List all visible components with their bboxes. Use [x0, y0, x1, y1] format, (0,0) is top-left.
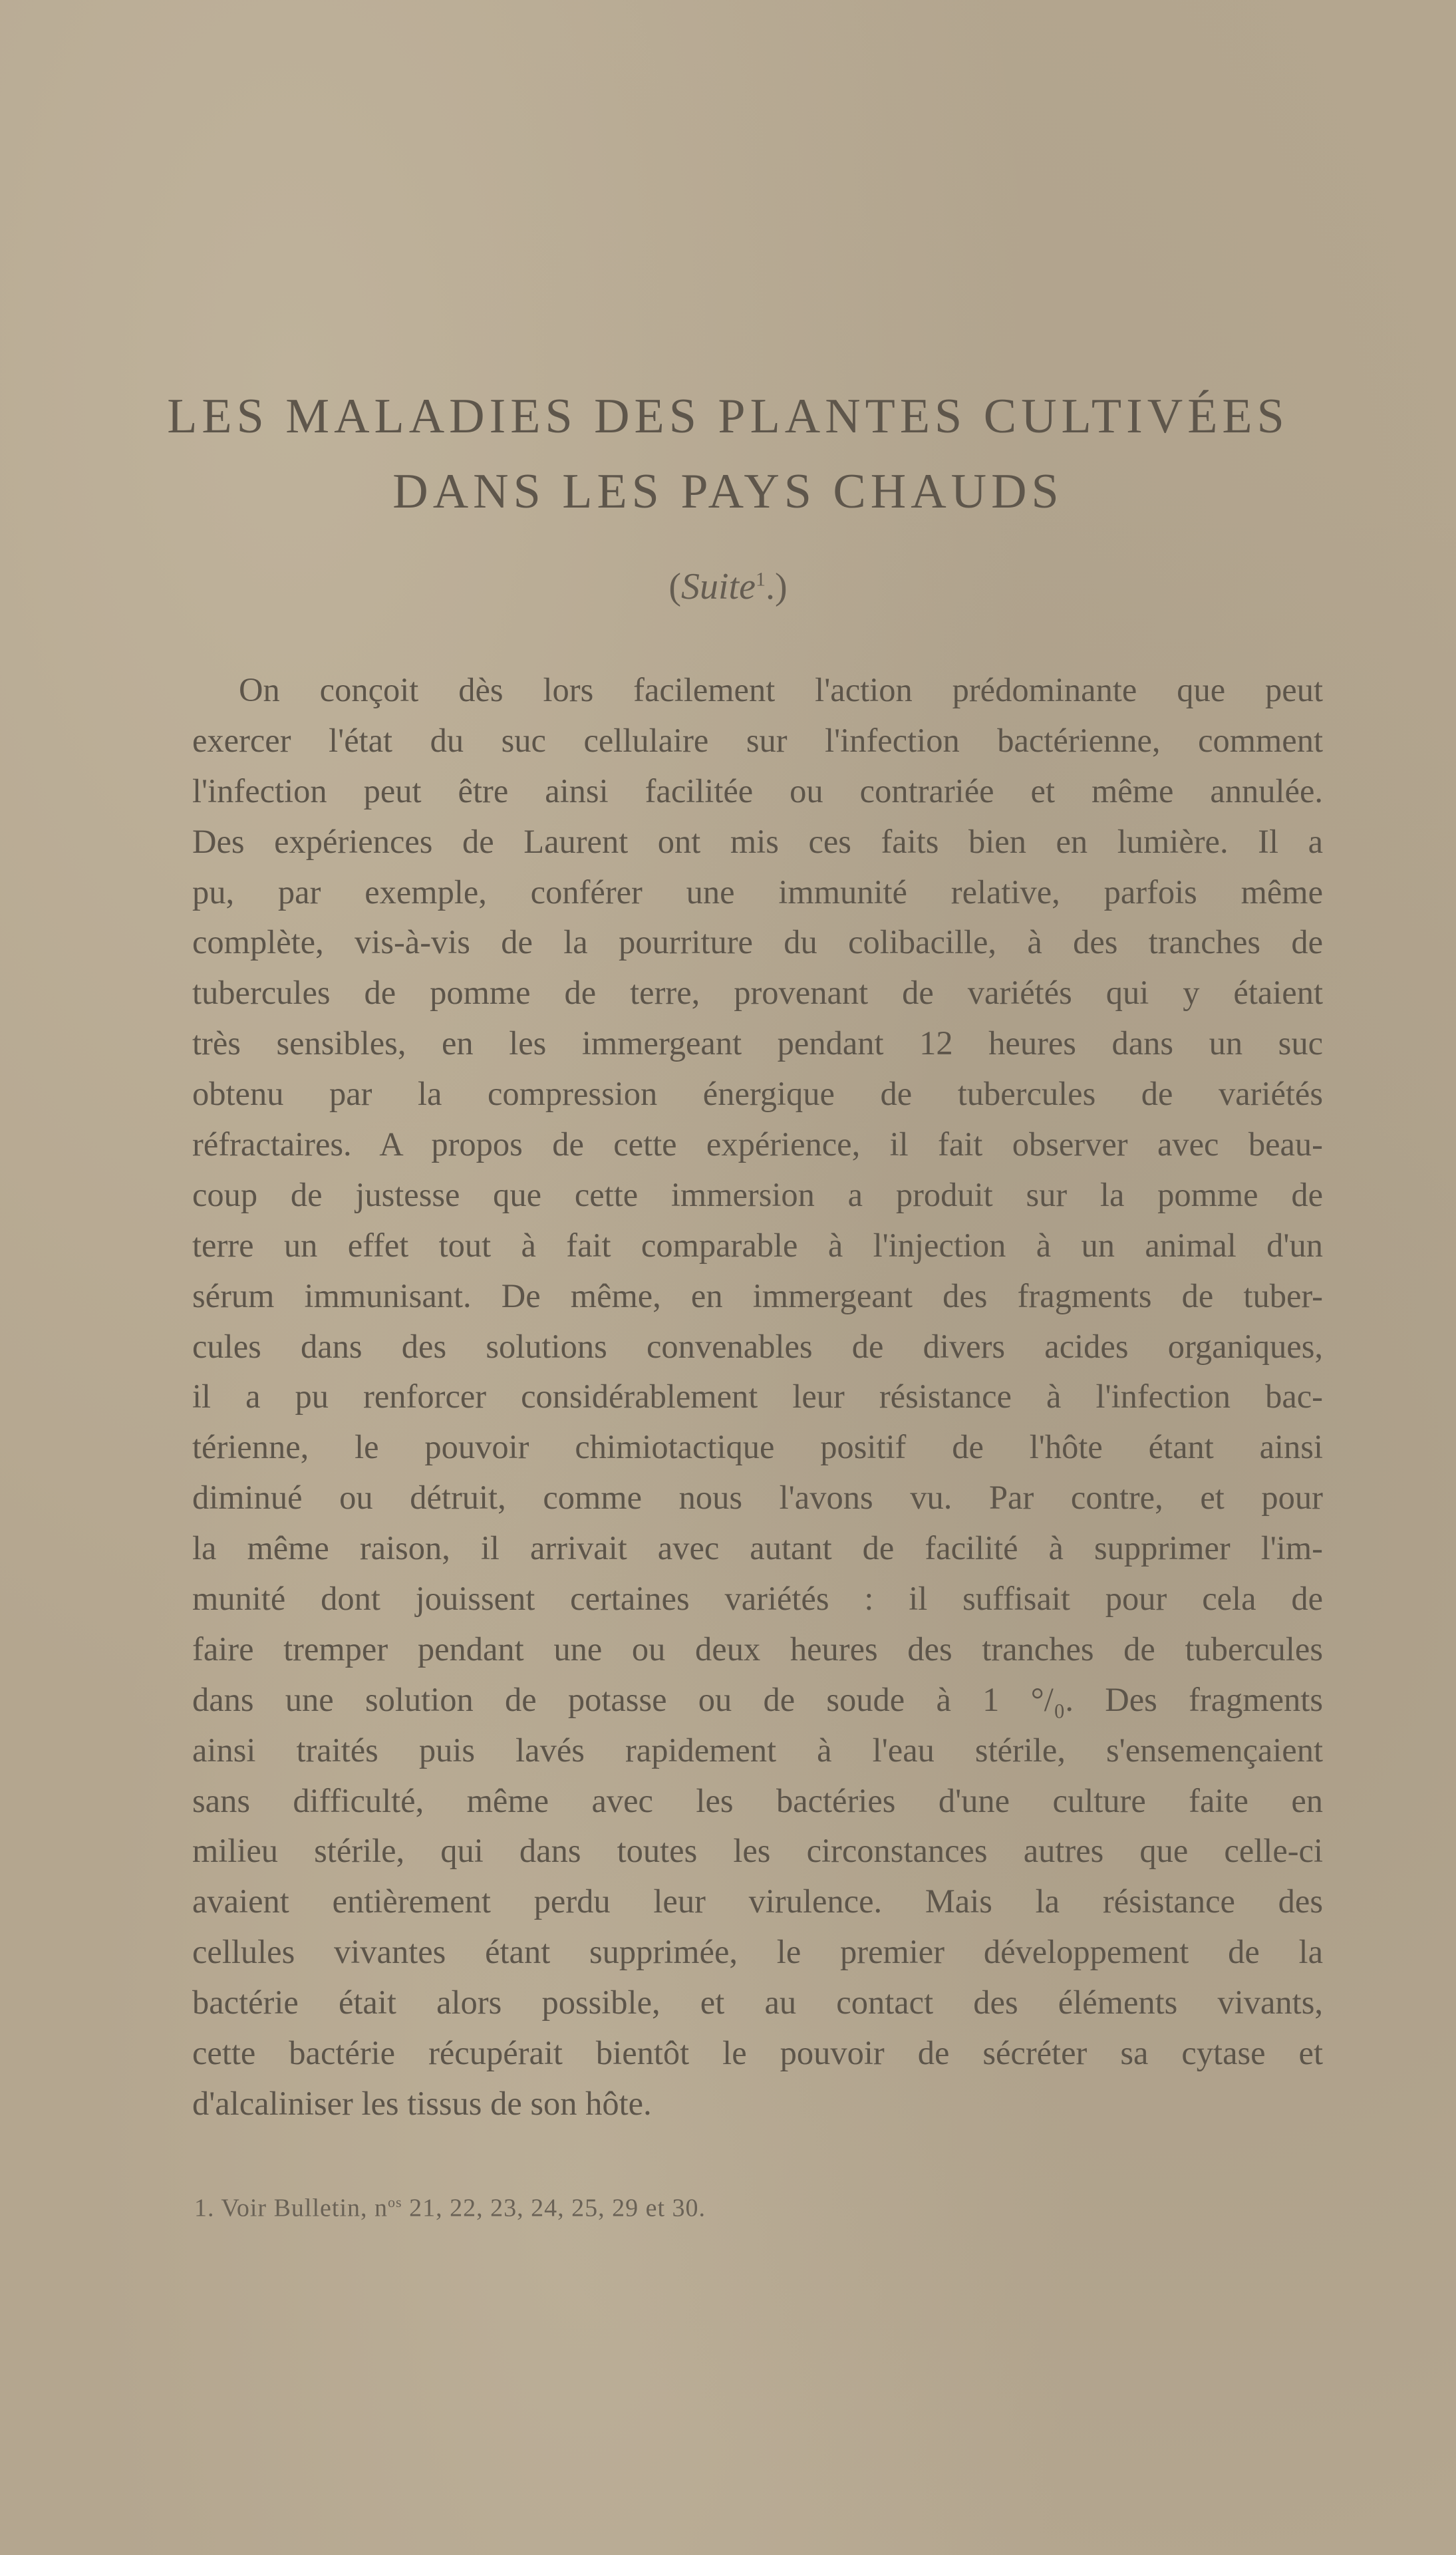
body-line: sérum immunisant. De même, en immergeant des fragments de tuber-: [192, 1277, 1323, 1314]
body-line: très sensibles, en les immergeant pendant 12 heures dans un suc: [192, 1024, 1323, 1062]
body-line: exercer l'état du suc cellulaire sur l'infection bactérienne, comment: [192, 721, 1323, 759]
body-line: d'alcaliniser les tissus de son hôte.: [192, 2084, 652, 2122]
body-line: il a pu renforcer considérablement leur résistance à l'infection bac-: [192, 1378, 1323, 1416]
body-line: la même raison, il arrivait avec autant de facilité à supprimer l'im-: [192, 1529, 1323, 1567]
body-text: [192, 665, 1323, 2129]
footnote-suffix: 21, 22, 23, 24, 25, 29 et 30.: [402, 2194, 706, 2222]
footnote: [194, 2195, 706, 2221]
body-line: munité dont jouissent certaines variétés : il suffisait pour cela de: [192, 1580, 1323, 1618]
body-line: avaient entièrement perdu leur virulence. Mais la résistance des: [192, 1882, 1323, 1920]
body-line: Des expériences de Laurent ont mis ces faits bien en lumière. Il a: [192, 822, 1323, 860]
body-line: sans difficulté, même avec les bactéries d'une culture faite en: [192, 1781, 1323, 1819]
body-line: réfractaires. A propos de cette expérience, il fait observer avec beau-: [192, 1126, 1323, 1163]
footnote-prefix: 1. Voir Bulletin, n: [194, 2194, 388, 2222]
subtitle-open: (: [668, 566, 681, 607]
body-line: cellules vivantes étant supprimée, le premier développement de la: [192, 1933, 1323, 1971]
body-line: milieu stérile, qui dans toutes les circonstances autres que celle-ci: [192, 1832, 1323, 1870]
body-line: coup de justesse que cette immersion a produit sur la pomme de: [192, 1175, 1323, 1213]
body-line: diminué ou détruit, comme nous l'avons vu. Par contre, et pour: [192, 1479, 1323, 1517]
footnote-marker: 1: [755, 568, 766, 591]
body-line: dans une solution de potasse ou de soude à 1 °/₀. Des fragments: [192, 1680, 1323, 1718]
body-line: pu, par exemple, conférer une immunité relative, parfois même: [192, 873, 1323, 911]
body-line: complète, vis-à-vis de la pourriture du colibacille, à des tranches de: [192, 923, 1323, 961]
title-line-1: LES MALADIES DES PLANTES CULTIVÉES: [167, 389, 1289, 444]
body-line: faire tremper pendant une ou deux heures des tranches de tubercules: [192, 1630, 1323, 1668]
body-line: térienne, le pouvoir chimiotactique positif de l'hôte étant ainsi: [192, 1428, 1323, 1466]
body-line: obtenu par la compression énergique de tubercules de variétés: [192, 1075, 1323, 1113]
body-line: tubercules de pomme de terre, provenant de variétés qui y étaient: [192, 974, 1323, 1012]
body-line: On conçoit dès lors facilement l'action prédominante que peut: [239, 671, 1323, 708]
subtitle-word: Suite: [681, 566, 756, 607]
footnote-sup: os: [388, 2194, 402, 2210]
body-line: ainsi traités puis lavés rapidement à l'eau stérile, s'ensemençaient: [192, 1731, 1323, 1769]
body-line: l'infection peut être ainsi facilitée ou contrariée et même annulée.: [192, 772, 1323, 810]
body-line: cette bactérie récupérait bientôt le pouvoir de sécréter sa cytase et: [192, 2034, 1323, 2072]
subtitle: [0, 568, 1456, 605]
title-line-2: DANS LES PAYS CHAUDS: [392, 464, 1064, 519]
subtitle-close: .): [765, 566, 788, 607]
body-line: cules dans des solutions convenables de divers acides organiques,: [192, 1327, 1323, 1365]
body-line: terre un effet tout à fait comparable à l'injection à un animal d'un: [192, 1226, 1323, 1264]
body-line: bactérie était alors possible, et au contact des éléments vivants,: [192, 1984, 1323, 2022]
